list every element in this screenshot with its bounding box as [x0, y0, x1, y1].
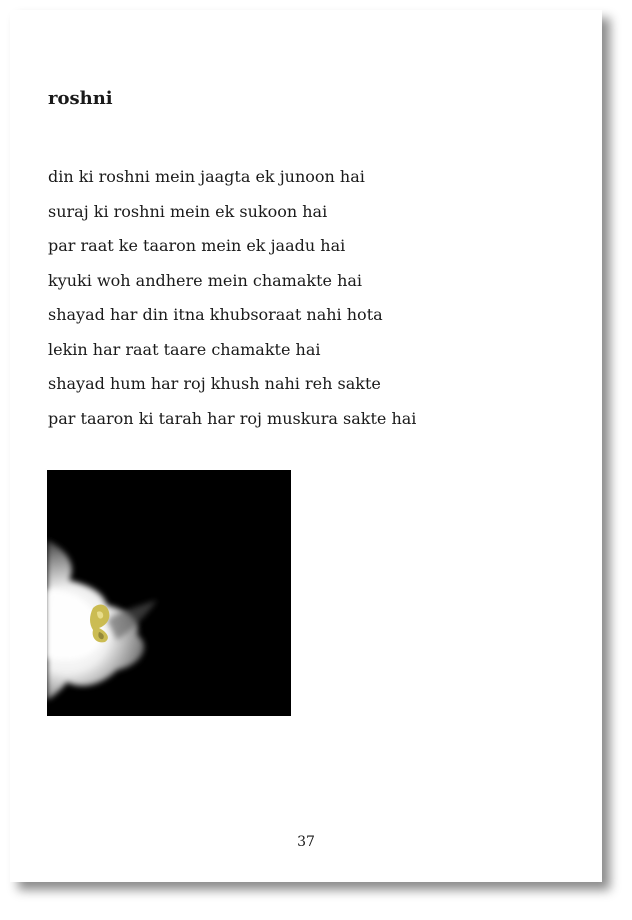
poem-line: suraj ki roshni mein ek sukoon hai	[48, 201, 328, 221]
poem-line: kyuki woh andhere mein chamakte hai	[48, 270, 363, 290]
poem-title: roshni	[48, 88, 113, 109]
page-number: 37	[297, 834, 315, 850]
poem-line: par taaron ki tarah har roj muskura sakte hai	[48, 408, 417, 428]
poem-body	[48, 160, 416, 436]
poem-line: shayad har din itna khubsoraat nahi hota	[48, 305, 383, 324]
poem-line: din ki roshni mein jaagta ek junoon hai	[48, 167, 365, 186]
book-page	[10, 10, 602, 882]
poem-line: lekin har raat taare chamakte hai	[48, 339, 321, 359]
ink-glow-artwork	[47, 470, 291, 716]
ink-illustration	[47, 470, 291, 716]
poem-line: shayad hum har roj khush nahi reh sakte	[48, 374, 381, 393]
poem-line: par raat ke taaron mein ek jaadu hai	[48, 236, 346, 255]
